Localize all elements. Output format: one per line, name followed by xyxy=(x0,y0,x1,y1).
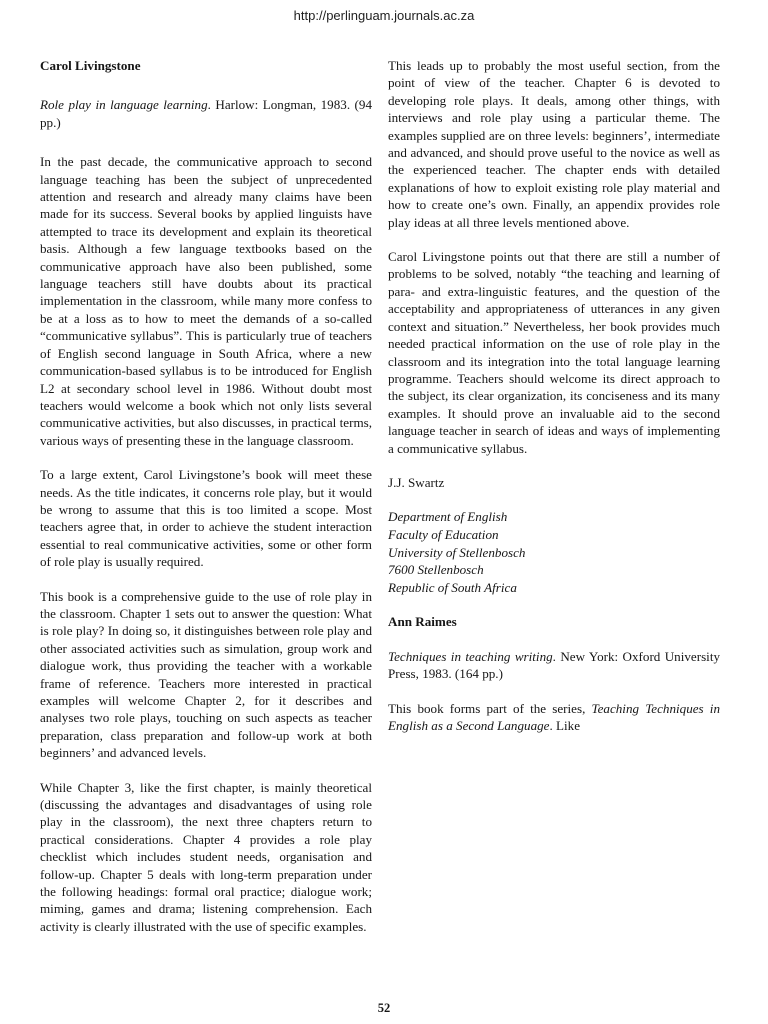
left-column xyxy=(40,57,372,935)
paragraph-6: Carol Livingstone points out that there are still a number of problems to be solved, notably “the teaching and learning of para- and extra-linguistic features, and the question of the acceptability and appropriateness of utterances in any given context and situation.” Nevertheless, her book provides much needed practical information on the use of role play in the classroom and its integration into the total language learning programme. Teachers should welcome its direct approach to the subject, its clear organization, its conciseness and its many examples. It should prove an invaluable aid to the second language teacher in search of ideas and ways of implementing a communicative syllabus. xyxy=(388,249,720,456)
citation-details: . New York: Oxford University Press, 1983. (164 pp.) xyxy=(388,648,721,682)
paragraph-5: This leads up to probably the most useful section, from the point of view of the teacher. Chapter 6 is devoted to developing role plays. It deals, among other things, with interviews and role play using a particular theme. The examples supplied are on three levels: beginners’, intermediate and advanced, and should prove useful to the novice as well as the experienced teacher. The chapter ends with detailed explanations of how to exploit existing role play material and how to create one’s own. Finally, an appendix provides role play ideas at all three levels mentioned above. xyxy=(388,58,720,230)
paragraph-7 xyxy=(388,700,720,735)
review-author: Carol Livingstone xyxy=(40,58,141,73)
address-line: Department of English xyxy=(388,509,508,525)
address-line: University of Stellenbosch xyxy=(388,544,526,560)
series-title: Teaching Techniques in English as a Second Language xyxy=(388,700,720,733)
source-url: http://perlinguam.journals.ac.za xyxy=(293,8,475,23)
paragraph-4: While Chapter 3, like the first chapter, is mainly theoretical (discussing the advantages and disadvantages of using role play in the classroom), the next three chapters return to practical considerations. Chapter 4 provides a role play checklist which includes student needs, organisation and follow-up. Chapter 5 deals with long-term preparation under the following headings: formal oral practice; dialogue work; miming, games and drama; listening comprehension. Each activity is clearly illustrated with the use of specific examples. xyxy=(40,779,372,934)
book-title: Role play in language learning xyxy=(40,97,208,113)
address-line: Faculty of Education xyxy=(388,526,499,542)
book-citation xyxy=(388,648,720,683)
paragraph-2: To a large extent, Carol Livingstone’s book will meet these needs. As the title indicates, it concerns role play, but it would be wrong to assume that this is too limited a scope. Most teachers agree that, in order to achieve the student interaction essential to real communicative activities, some or other form of role play is usually required. xyxy=(40,467,372,570)
reviewer-address xyxy=(388,508,720,596)
reviewer-name: J.J. Swartz xyxy=(388,474,445,490)
book-title: Techniques in teaching writing xyxy=(388,648,553,664)
intro-text: This book forms part of the series, xyxy=(388,700,592,716)
page-number: 52 xyxy=(377,1001,391,1015)
address-line: Republic of South Africa xyxy=(388,579,517,595)
address-line: 7600 Stellenbosch xyxy=(388,562,484,578)
book-citation xyxy=(40,96,372,131)
right-column xyxy=(388,57,720,734)
paragraph-3: This book is a comprehensive guide to the use of role play in the classroom. Chapter 1 sets out to answer the question: What is role play? In doing so, it distinguishes between role play and other associated activities such as simulation, group work and dialogue work, thus providing the teacher with a workable frame of reference. Teachers more interested in practical examples will welcome Chapter 2, for it describes and analyses two role plays, touching on such aspects as teacher preparation, class preparation and follow-up work at both beginners’ and advanced levels. xyxy=(40,588,372,761)
review-author: Ann Raimes xyxy=(388,614,457,630)
paragraph-1: In the past decade, the communicative approach to second language teaching has been the subject of unprecedented attention and research and already many claims have been made for its success. Several books by applied linguists have attempted to trace its development and explain its theoretical basis. Although a few language textbooks based on the communicative approach have also been published, some language teachers still have doubts about its practical implementation in the classroom, while many more confess to be at a loss as to how to meet the demands of a so-called “communicative syllabus”. This is particularly true of teachers of English second language in South Africa, where a new communication-based syllabus is to be introduced for English L2 at secondary school level in 1986. Without doubt most teachers would welcome a book which not only lists several communicative activities, but also discusses, in practical terms, various ways of presenting these in the language classroom. xyxy=(40,154,372,448)
intro-end: . Like xyxy=(549,717,581,733)
citation-details: . Harlow: Longman, 1983. (94 pp.) xyxy=(40,97,372,130)
